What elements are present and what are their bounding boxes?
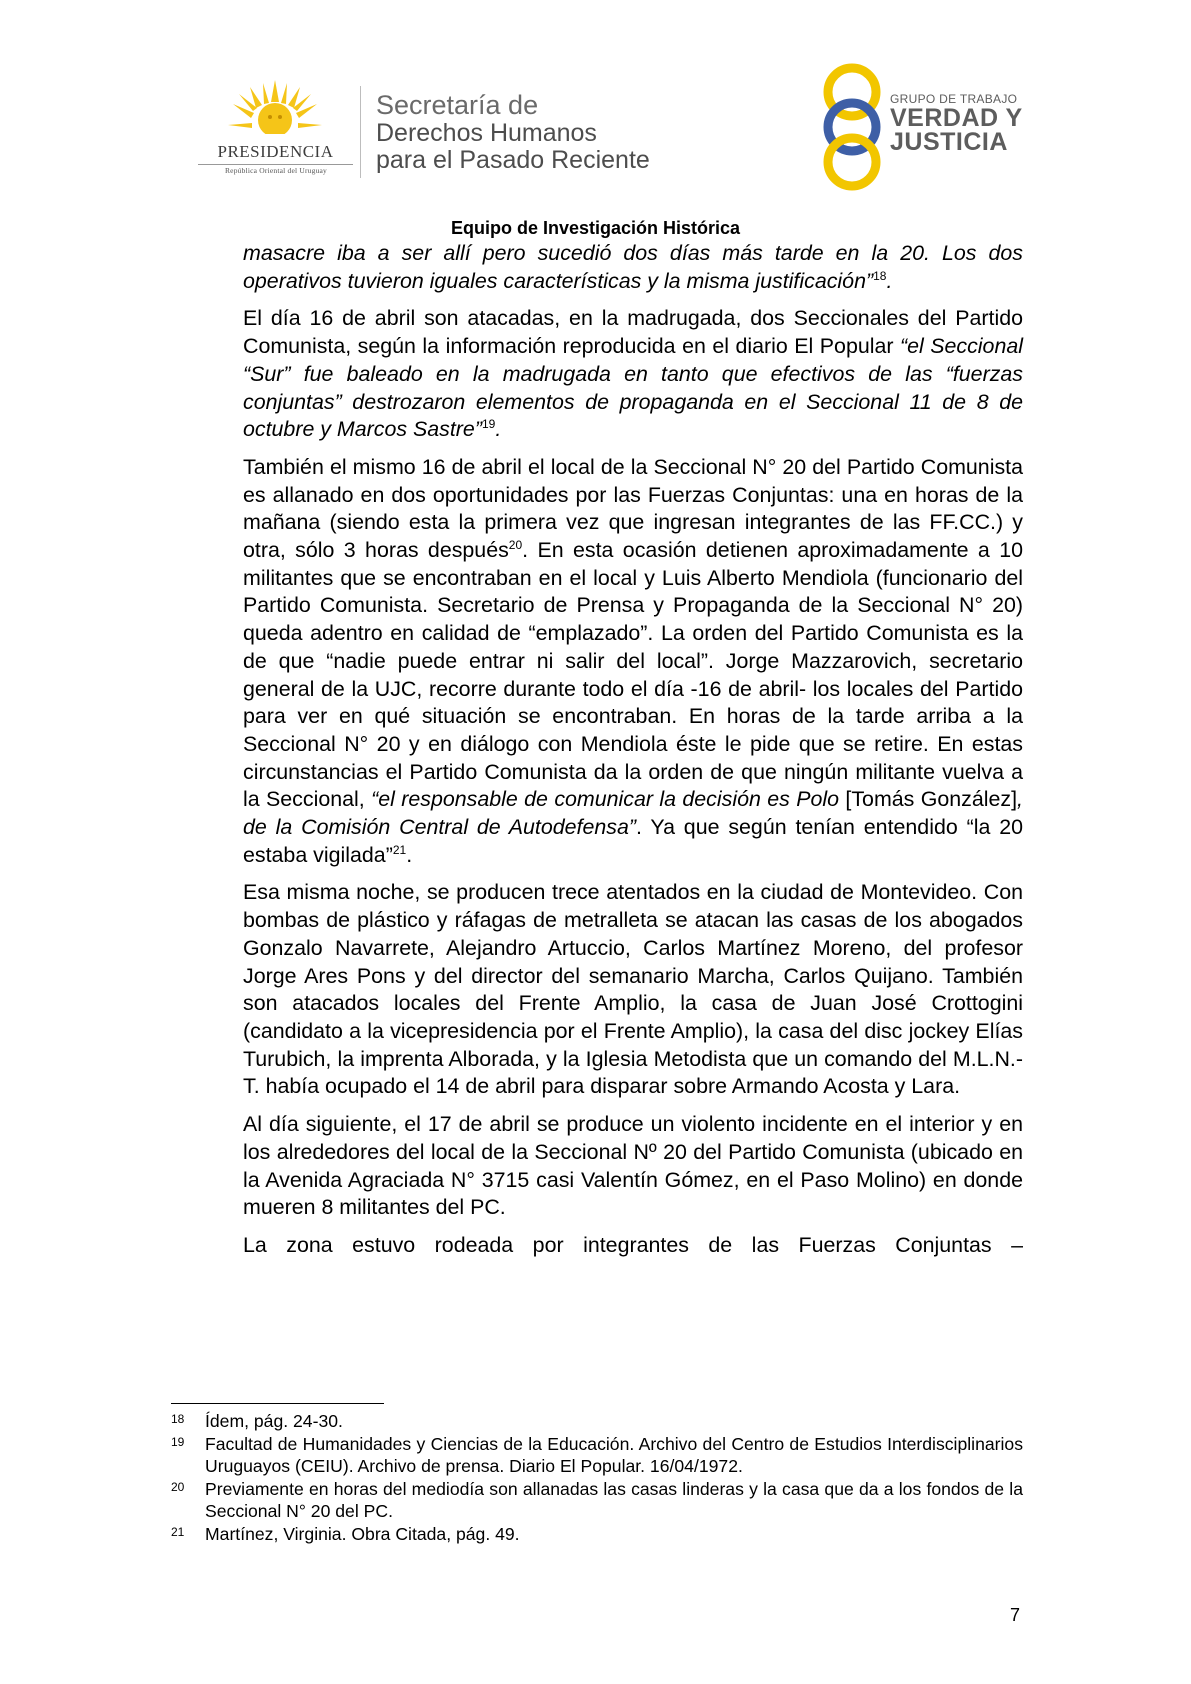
- secretaria-logo-text: [376, 90, 650, 174]
- footnote-number: 19: [171, 1434, 185, 1449]
- grupo-trabajo-text: [890, 92, 1023, 154]
- punctuation: .: [406, 842, 413, 867]
- text: . Ya que según tenían entendido “la 20 estaba vigilada”: [243, 815, 1023, 867]
- grupo-trabajo-logo: [812, 62, 1032, 192]
- paragraph-4: Esa misma noche, se producen trece atentados en la ciudad de Montevideo. Con bombas de plástico y ráfagas de metralleta se atacan las casas de los abogados Gonzalo Navarrete, Alejandro Artuccio, Carlos Martínez Moreno, del profesor Jorge Ares Pons y del director del semanario Marcha, Carlos Quijano. También son atacados locales del Frente Amplio, la casa de Juan José Crottogini (candidato a la vicepresidencia por el Frente Amplio), la casa del disc jockey Elías Turubich, la imprenta Alborada, y la Iglesia Metodista que un comando del M.L.N.-T. había ocupado el 14 de abril para disparar sobre Armando Acosta y Lara.: [243, 880, 1023, 1099]
- text: El día 16 de abril son atacadas, en la madrugada, dos Seccionales del Partido Comunista, según la información reproducida en el diario El Popular: [243, 306, 1023, 359]
- grupo-line-1: GRUPO DE TRABAJO: [890, 92, 1018, 106]
- header-divider: [360, 86, 361, 178]
- secretaria-line-1: Secretaría de: [376, 90, 539, 120]
- quote: , de la Comisión Central de Autodefensa”: [243, 787, 1023, 840]
- sun-icon: [228, 80, 323, 142]
- footnote-item: [171, 1478, 1023, 1523]
- footnote-ref[interactable]: 21: [392, 842, 407, 857]
- grupo-line-2: VERDAD Y: [890, 104, 1023, 132]
- text: . En esta ocasión detienen aproximadamente a 10 militantes que se encontraban en el local y Luis Alberto Mendiola (funcionario del Partido Comunista. Secretario de Prensa y Propaganda de la Seccional N° 20) queda adentro en calidad de “emplazado”. La orden del Partido Comunista es la de que “nadie puede entrar ni salir del local”. Jorge Mazzarovich, secretario general de la UJC, recorre durante todo el día -16 de abril- los locales del Partido para ver en qué situación se encontraban. En horas de la tarde arriba a la Seccional N° 20 y en diálogo con Mendiola éste le pide que se retire. En estas circunstancias el Partido Comunista da la orden de que ningún militante vuelva a la Seccional,: [243, 538, 1023, 812]
- footnote-text: Facultad de Humanidades y Ciencias de la Educación. Archivo del Centro de Estudios Interdisciplinarios Uruguayos (CEIU). Archivo de prensa. Diario El Popular. 16/04/1972.: [205, 1433, 1023, 1476]
- footnote-number: 21: [171, 1524, 185, 1539]
- presidencia-logo: [198, 80, 353, 190]
- rings-icon: [812, 62, 892, 192]
- punctuation: .: [495, 417, 502, 442]
- presidencia-name: PRESIDENCIA: [217, 142, 334, 161]
- quote: “el responsable de comunicar la decisión es Polo: [371, 787, 846, 812]
- paragraph-5: Al día siguiente, el 17 de abril se produce un violento incidente en el interior y en los alrededores del local de la Seccional Nº 20 del Partido Comunista (ubicado en la Avenida Agraciada N° 3715 casi Valentín Gómez, en el Paso Molino) en donde mueren 8 militantes del PC.: [243, 1112, 1023, 1220]
- footnote-number: 20: [171, 1479, 185, 1494]
- secretaria-line-3: para el Pasado Reciente: [376, 146, 650, 174]
- footnote-ref[interactable]: 19: [481, 417, 496, 432]
- footnotes: [171, 1410, 1023, 1545]
- paragraph-3: [243, 454, 1023, 870]
- paragraph-6: La zona estuvo rodeada por integrantes de las Fuerzas Conjuntas –: [243, 1232, 1023, 1257]
- grupo-line-3: JUSTICIA: [890, 128, 1008, 156]
- page-header: [0, 0, 1191, 238]
- footnote-ref[interactable]: 18: [873, 268, 887, 283]
- footnote-item: [171, 1433, 1023, 1478]
- presidencia-rule: [198, 164, 353, 165]
- text: [Tomás González]: [845, 787, 1018, 812]
- footnote-text: Ídem, pág. 24-30.: [205, 1411, 343, 1431]
- footnote-item: [171, 1410, 1023, 1433]
- footnote-text: Martínez, Virginia. Obra Citada, pág. 49.: [205, 1523, 520, 1544]
- quote: masacre iba a ser allí pero sucedió dos días más tarde en la 20. Los dos operativos tuvieron iguales características y la misma justificación”: [243, 241, 1023, 293]
- page-number: 7: [1010, 1605, 1021, 1625]
- footnote-ref[interactable]: 20: [508, 537, 523, 552]
- text: También el mismo 16 de abril el local de la Seccional N° 20 del Partido Comunista es allanado en dos oportunidades por las Fuerzas Conjuntas: una en horas de la mañana (siendo esta la primera vez que ingresan integrantes de las FF.CC.) y otra, sólo 3 horas después: [243, 454, 1023, 563]
- document-body: [243, 240, 1023, 1260]
- presidencia-subtitle: República Oriental del Uruguay: [224, 166, 327, 175]
- secretaria-line-2: Derechos Humanos: [376, 119, 597, 147]
- footnote-item: [171, 1523, 1023, 1546]
- footnote-text: Previamente en horas del mediodía son allanadas las casas linderas y la casa que da a los fondos de la Seccional N° 20 del PC.: [205, 1478, 1023, 1521]
- section-title: Equipo de Investigación Histórica: [450, 218, 741, 238]
- footnote-separator: [171, 1403, 384, 1404]
- quote: “el Seccional “Sur” fue baleado en la madrugada en tanto que efectivos de las “fuerzas conjuntas” destrozaron elementos de propaganda en el Seccional 11 de 8 de octubre y Marcos Sastre”: [243, 334, 1024, 442]
- paragraph-1: [243, 240, 1023, 295]
- footnote-number: 18: [171, 1412, 185, 1426]
- paragraph-2: [243, 305, 1023, 444]
- punctuation: .: [886, 268, 893, 293]
